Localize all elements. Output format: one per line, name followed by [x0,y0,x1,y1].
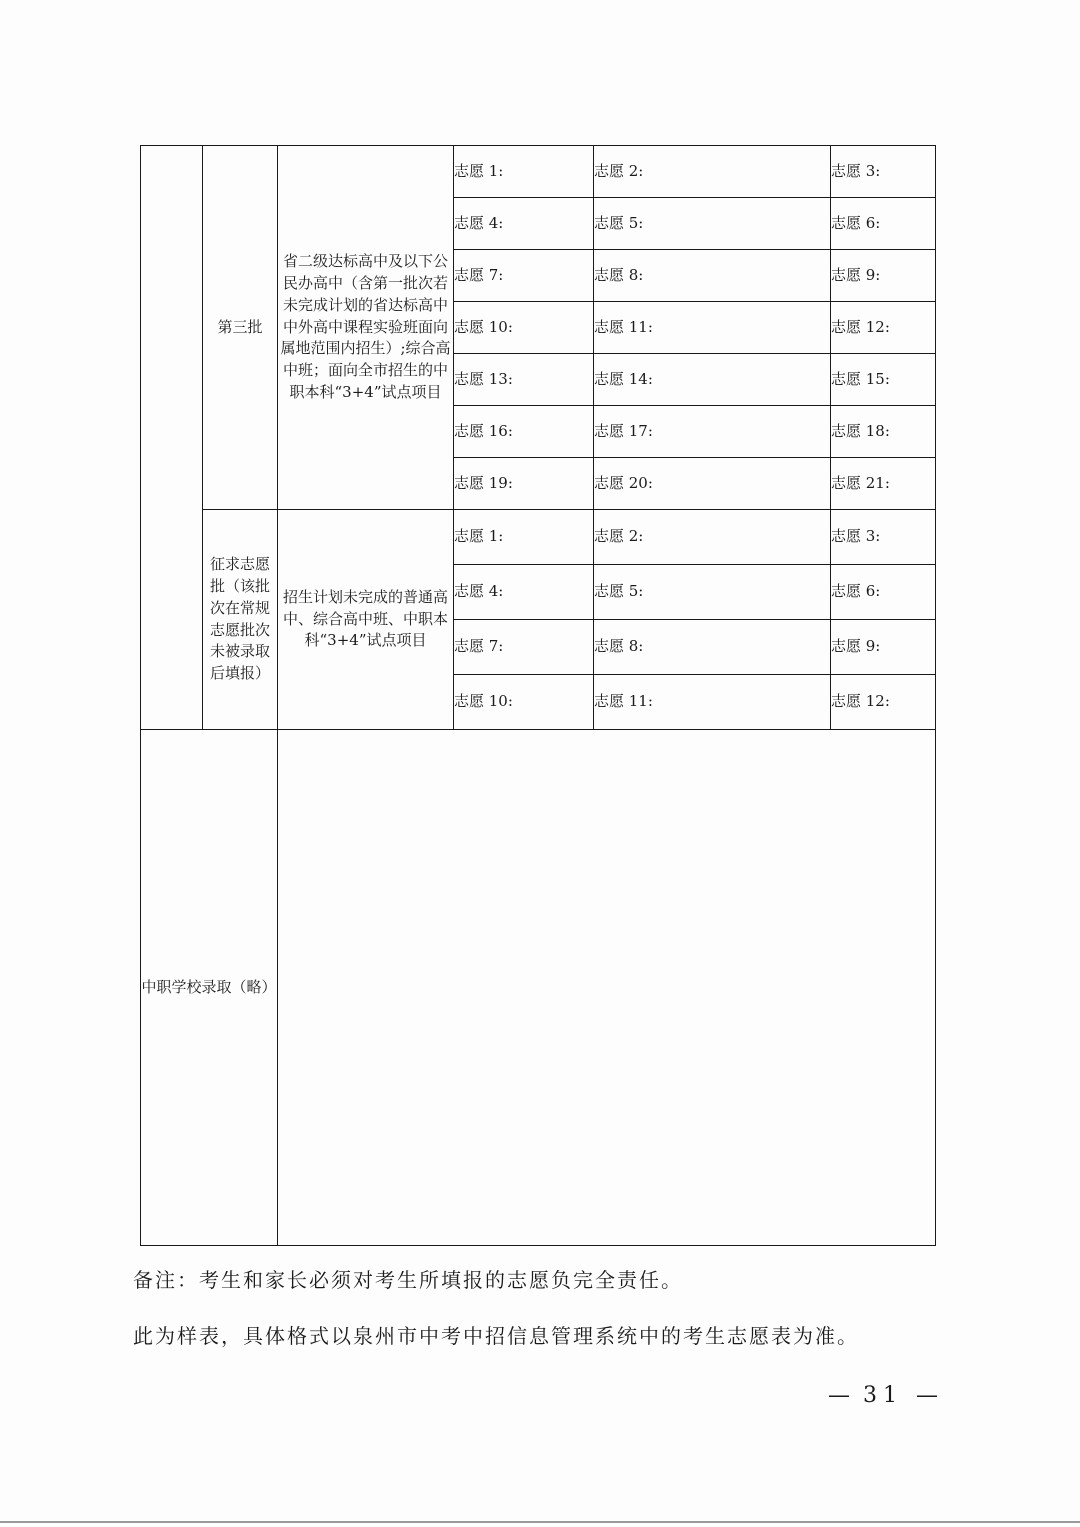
zhengqiu-label: 征求志愿批（该批次在常规志愿批次未被录取后填报） [203,510,278,730]
batch3-row [141,146,936,198]
scan-edge-line [0,1521,1080,1523]
dash-right: — [916,1383,938,1408]
choice-cell[interactable]: 志愿 11: [594,302,831,354]
page-number-footer [828,1383,938,1408]
choice-cell[interactable]: 志愿 4: [454,198,594,250]
zhengqiu-row [141,510,936,565]
choice-cell[interactable]: 志愿 21: [831,458,936,510]
choice-cell[interactable]: 志愿 2: [594,510,831,565]
dash-left: — [828,1383,850,1408]
vocational-content[interactable] [278,730,936,1246]
outer-left-cell [141,146,203,730]
zhengqiu-scope: 招生计划未完成的普通高中、综合高中班、中职本科“3+4”试点项目 [278,510,454,730]
choice-cell[interactable]: 志愿 19: [454,458,594,510]
choice-cell[interactable]: 志愿 18: [831,406,936,458]
choice-cell[interactable]: 志愿 9: [831,620,936,675]
choice-cell[interactable]: 志愿 16: [454,406,594,458]
choice-cell[interactable]: 志愿 4: [454,565,594,620]
choice-cell[interactable]: 志愿 14: [594,354,831,406]
volunteer-form-table [140,145,936,1246]
choice-cell[interactable]: 志愿 2: [594,146,831,198]
choice-cell[interactable]: 志愿 7: [454,620,594,675]
choice-cell[interactable]: 志愿 9: [831,250,936,302]
choice-cell[interactable]: 志愿 8: [594,620,831,675]
note-responsibility: 备注：考生和家长必须对考生所填报的志愿负完全责任。 [133,1268,683,1292]
choice-cell[interactable]: 志愿 11: [594,675,831,730]
choice-cell[interactable]: 志愿 3: [831,146,936,198]
choice-cell[interactable]: 志愿 1: [454,510,594,565]
choice-cell[interactable]: 志愿 5: [594,565,831,620]
note-sample-form: 此为样表，具体格式以泉州市中考中招信息管理系统中的考生志愿表为准。 [133,1324,859,1348]
choice-cell[interactable]: 志愿 17: [594,406,831,458]
choice-cell[interactable]: 志愿 8: [594,250,831,302]
choice-cell[interactable]: 志愿 13: [454,354,594,406]
choice-cell[interactable]: 志愿 6: [831,565,936,620]
choice-cell[interactable]: 志愿 20: [594,458,831,510]
choice-cell[interactable]: 志愿 15: [831,354,936,406]
choice-cell[interactable]: 志愿 6: [831,198,936,250]
choice-cell[interactable]: 志愿 5: [594,198,831,250]
choice-cell[interactable]: 志愿 10: [454,302,594,354]
choice-cell[interactable]: 志愿 12: [831,675,936,730]
choice-cell[interactable]: 志愿 1: [454,146,594,198]
vocational-row [141,730,936,1246]
choice-cell[interactable]: 志愿 12: [831,302,936,354]
choice-cell[interactable]: 志愿 7: [454,250,594,302]
choice-cell[interactable]: 志愿 3: [831,510,936,565]
vocational-label: 中职学校录取（略） [141,730,278,1246]
batch3-label: 第三批 [203,146,278,510]
choice-cell[interactable]: 志愿 10: [454,675,594,730]
page-number: 31 [863,1383,903,1408]
batch3-scope: 省二级达标高中及以下公民办高中（含第一批次若未完成计划的省达标高中中外高中课程实验班面向属地范围内招生）;综合高中班；面向全市招生的中职本科“3+4”试点项目 [278,146,454,510]
